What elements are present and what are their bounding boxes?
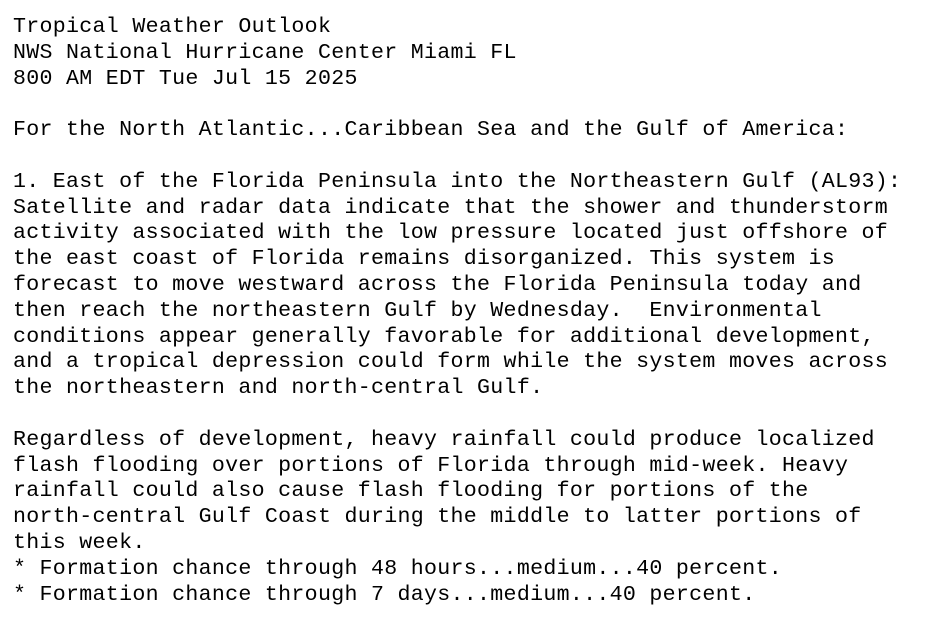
discussion-line: then reach the northeastern Gulf by Wednesday. Environmental [13,298,822,323]
hazards-line: north-central Gulf Coast during the middle to latter portions of [13,505,862,530]
issue-time: 800 AM EDT Tue Jul 15 2025 [13,66,358,91]
discussion-line: and a tropical depression could form while the system moves across [13,350,889,375]
hazards-line: Regardless of development, heavy rainfall could produce localized [13,427,875,452]
discussion-line: activity associated with the low pressure located just offshore of [13,221,889,246]
issuing-office: NWS National Hurricane Center Miami FL [13,40,517,65]
discussion-line: forecast to move westward across the Florida Peninsula today and [13,272,862,297]
spacer [13,144,943,170]
region-statement: For the North Atlantic...Caribbean Sea and the Gulf of America: [13,118,849,143]
hazards-line: rainfall could also cause flash flooding for portions of the [13,479,809,504]
product-title: Tropical Weather Outlook [13,15,332,39]
system-heading: 1. East of the Florida Peninsula into the Northeastern Gulf (AL93): [13,169,902,194]
formation-chance-7d: * Formation chance through 7 days...medium...40 percent. [13,582,756,607]
hazards-line: flash flooding over portions of Florida through mid-week. Heavy [13,453,849,478]
discussion-line: conditions appear generally favorable for additional development, [13,324,875,349]
spacer [13,402,943,428]
hazards-line: this week. [13,530,146,555]
discussion-line: the northeastern and north-central Gulf. [13,376,544,401]
outlook-document [13,15,943,608]
formation-chance-48h: * Formation chance through 48 hours...medium...40 percent. [13,556,782,581]
spacer [13,92,943,118]
discussion-line: the east coast of Florida remains disorganized. This system is [13,247,836,272]
discussion-line: Satellite and radar data indicate that the shower and thunderstorm [13,195,889,220]
